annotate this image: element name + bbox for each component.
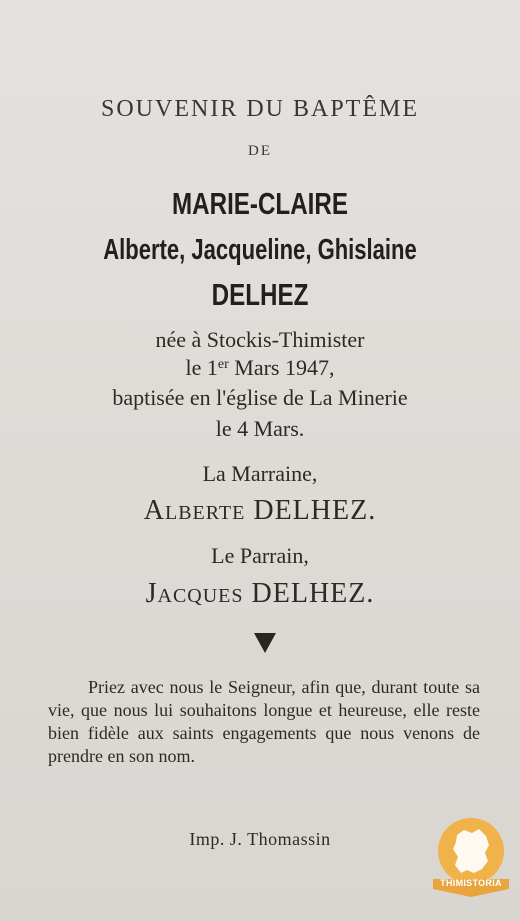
godfather-last-name: DELHEZ. bbox=[251, 578, 375, 609]
birth-date-ordinal: er bbox=[217, 357, 229, 372]
godfather-name bbox=[0, 578, 520, 610]
printer-imprint: Imp. J. Thomassin bbox=[189, 829, 331, 849]
card-heading: SOUVENIR DU BAPTÊME bbox=[100, 96, 419, 122]
godmother-first-name: Alberte bbox=[143, 495, 246, 526]
godmother-name bbox=[0, 495, 520, 527]
first-name: MARIE-CLAIRE bbox=[172, 186, 348, 221]
godfather-label: Le Parrain, bbox=[211, 543, 309, 568]
birth-date-suffix: Mars 1947, bbox=[228, 355, 335, 380]
prayer-text: Priez avec nous le Seigneur, afin que, durant toute sa vie, que nous lui souhaitons longue et heureuse, elle reste bien fidèle aux saints engagements que nous venons de prendre en son nom. bbox=[48, 677, 480, 766]
logo-watermark-text: THIMISTORIA bbox=[440, 878, 502, 888]
baptism-place: baptisée en l'église de La Minerie bbox=[112, 385, 408, 410]
birth-date bbox=[0, 355, 520, 381]
heading-connector: DE bbox=[248, 143, 272, 159]
godmother-last-name: DELHEZ. bbox=[253, 495, 377, 526]
triangle-ornament-icon bbox=[254, 633, 276, 653]
baptism-date: le 4 Mars. bbox=[215, 416, 305, 441]
birth-place: née à Stockis-Thimister bbox=[155, 327, 365, 352]
godfather-first-name: Jacques bbox=[145, 578, 244, 609]
middle-names: Alberte, Jacqueline, Ghislaine bbox=[103, 234, 417, 266]
birth-date-prefix: le 1 bbox=[185, 355, 218, 380]
surname: DELHEZ bbox=[211, 277, 309, 312]
godmother-label: La Marraine, bbox=[202, 461, 318, 486]
thimistoria-logo-icon bbox=[431, 813, 511, 908]
